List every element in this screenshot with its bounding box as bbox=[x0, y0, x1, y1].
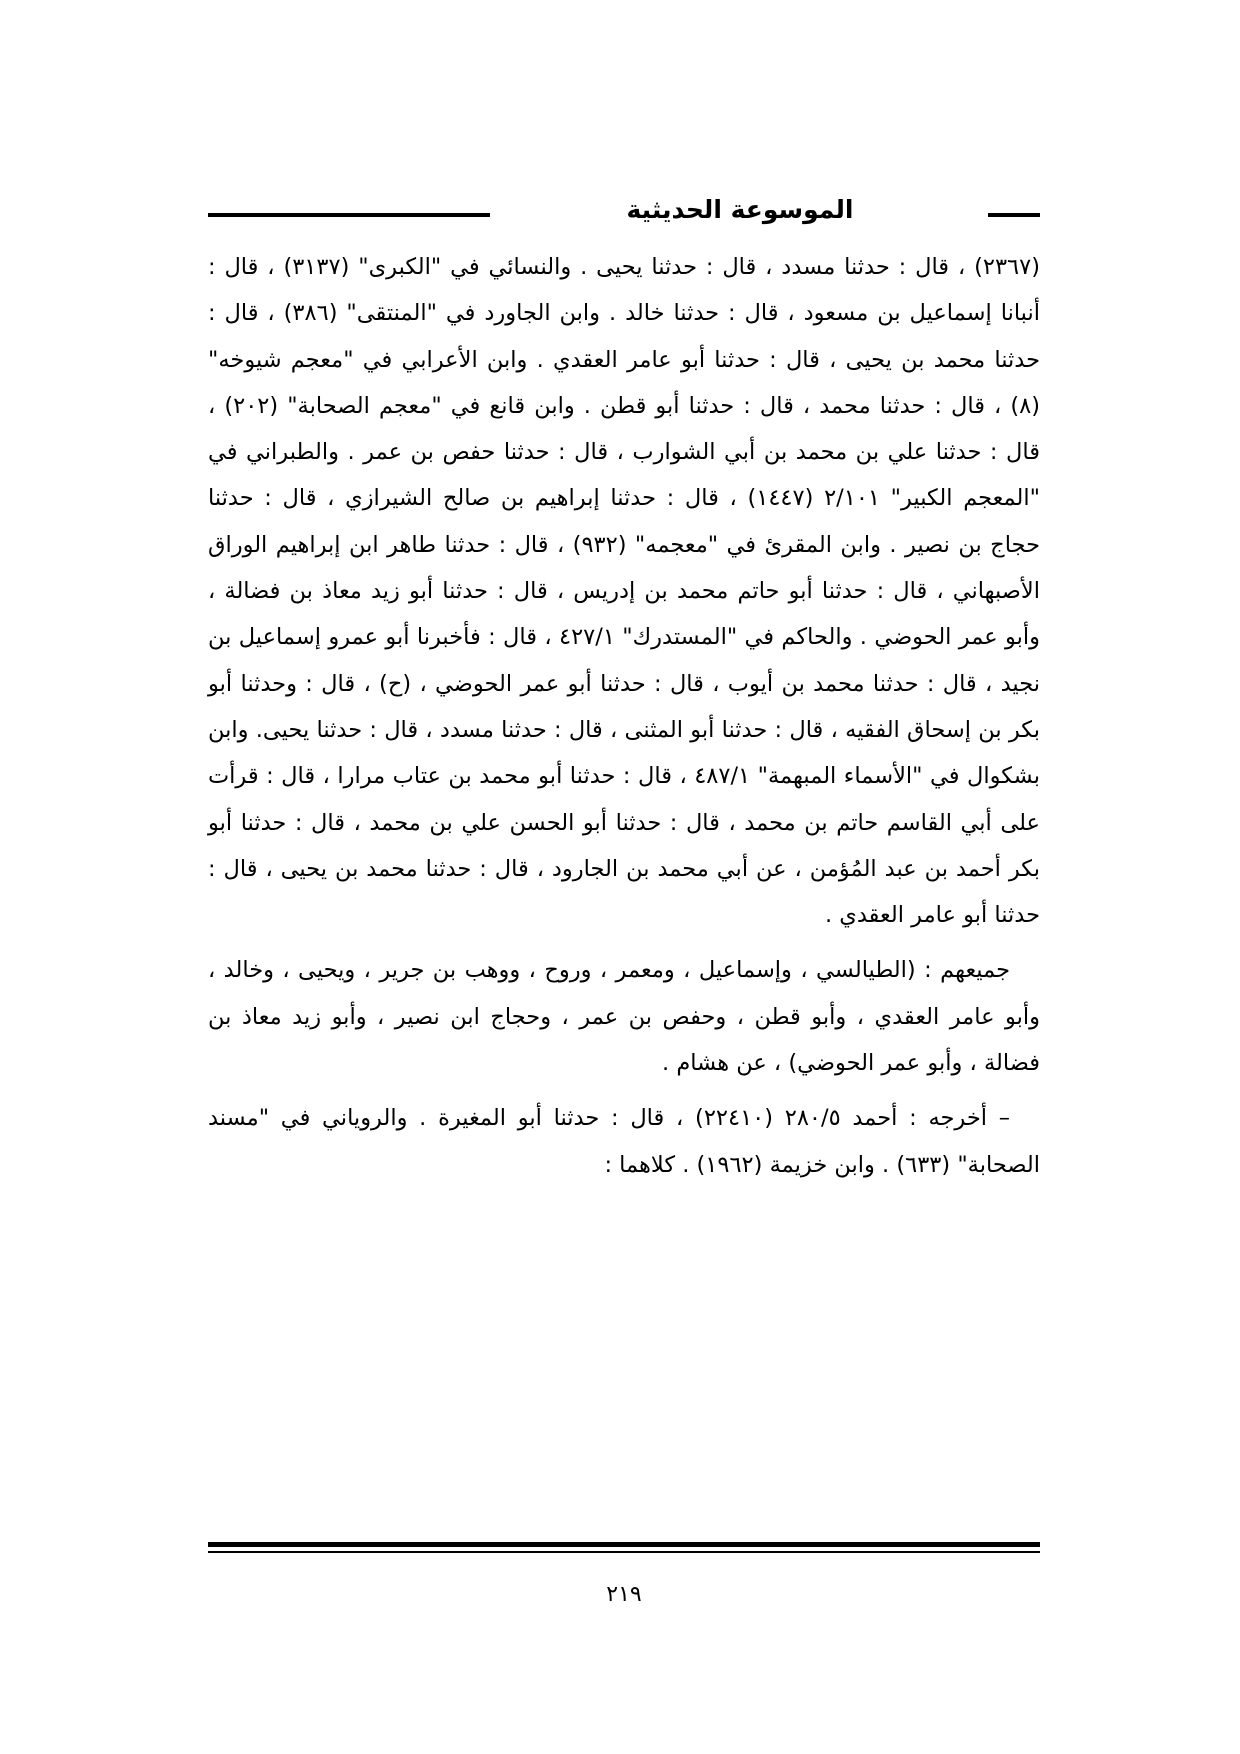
header-rule-right bbox=[988, 213, 1040, 217]
page-title: الموسوعة الحديثية bbox=[626, 195, 854, 224]
footer-rules bbox=[208, 1542, 1040, 1553]
paragraph-citations: (٢٣٦٧) ، قال : حدثنا مسدد ، قال : حدثنا يحيى . والنسائي في "الكبرى" (٣١٣٧) ، قال : أنبانا إسماعيل بن مسعود ، قال : حدثنا خالد . وابن الجاورد في "المنتقى" (٣٨٦) ، قال : حدثنا محمد بن يحيى ، قال : حدثنا أبو عامر العقدي . وابن الأعرابي في "معجم شيوخه" (٨) ، قال : حدثنا محمد ، قال : حدثنا أبو قطن . وابن قانع في "معجم الصحابة" (٢٠٢) ، قال : حدثنا علي بن محمد بن أبي الشوارب ، قال : حدثنا حفص بن عمر . والطبراني في "المعجم الكبير" ٢/١٠١ (١٤٤٧) ، قال : حدثنا إبراهيم بن صالح الشيرازي ، قال : حدثنا حجاج بن نصير . وابن المقرئ في "معجمه" (٩٣٢) ، قال : حدثنا طاهر ابن إبراهيم الوراق الأصبهاني ، قال : حدثنا أبو حاتم محمد بن إدريس ، قال : حدثنا أبو زيد معاذ بن فضالة ، وأبو عمر الحوضي . والحاكم في "المستدرك" ٤٢٧/١ ، قال : فأخبرنا أبو عمرو إسماعيل بن نجيد ، قال : حدثنا محمد بن أيوب ، قال : حدثنا أبو عمر الحوضي ، (ح) ، قال : وحدثنا أبو بكر بن إسحاق الفقيه ، قال : حدثنا أبو المثنى ، قال : حدثنا مسدد ، قال : حدثنا يحيى. وابن بشكوال في "الأسماء المبهمة" ٤٨٧/١ ، قال : حدثنا أبو محمد بن عتاب مرارا ، قال : قرأت على أبي القاسم حاتم بن محمد ، قال : حدثنا أبو الحسن علي بن محمد ، قال : حدثنا أبو بكر أحمد بن عبد المُؤمن ، عن أبي محمد بن الجارود ، قال : حدثنا محمد بن يحيى ، قال : حدثنا أبو عامر العقدي . bbox=[208, 254, 1041, 929]
footer-rule-thick bbox=[208, 1542, 1040, 1547]
footer-rule-thin bbox=[208, 1551, 1040, 1553]
paragraph-takhrij: – أخرجه : أحمد ٢٨٠/٥ (٢٢٤١٠) ، قال : حدثنا أبو المغيرة . والروياني في "مسند الصحابة" (٦٣٣) . وابن خزيمة (١٩٦٢) . كلاهما : bbox=[208, 1105, 1040, 1178]
page-header bbox=[208, 190, 1040, 234]
header-rule-left bbox=[208, 213, 490, 217]
body-text bbox=[208, 244, 1040, 1188]
page-number: ٢١٩ bbox=[606, 1582, 642, 1607]
paragraph-narrators: جميعهم : (الطيالسي ، وإسماعيل ، ومعمر ، وروح ، ووهب بن جرير ، ويحيى ، وخالد ، وأبو عامر العقدي ، وأبو قطن ، وحفص بن عمر ، وحجاج ابن نصير ، وأبو زيد معاذ بن فضالة ، وأبو عمر الحوضي) ، عن هشام . bbox=[208, 957, 1040, 1077]
